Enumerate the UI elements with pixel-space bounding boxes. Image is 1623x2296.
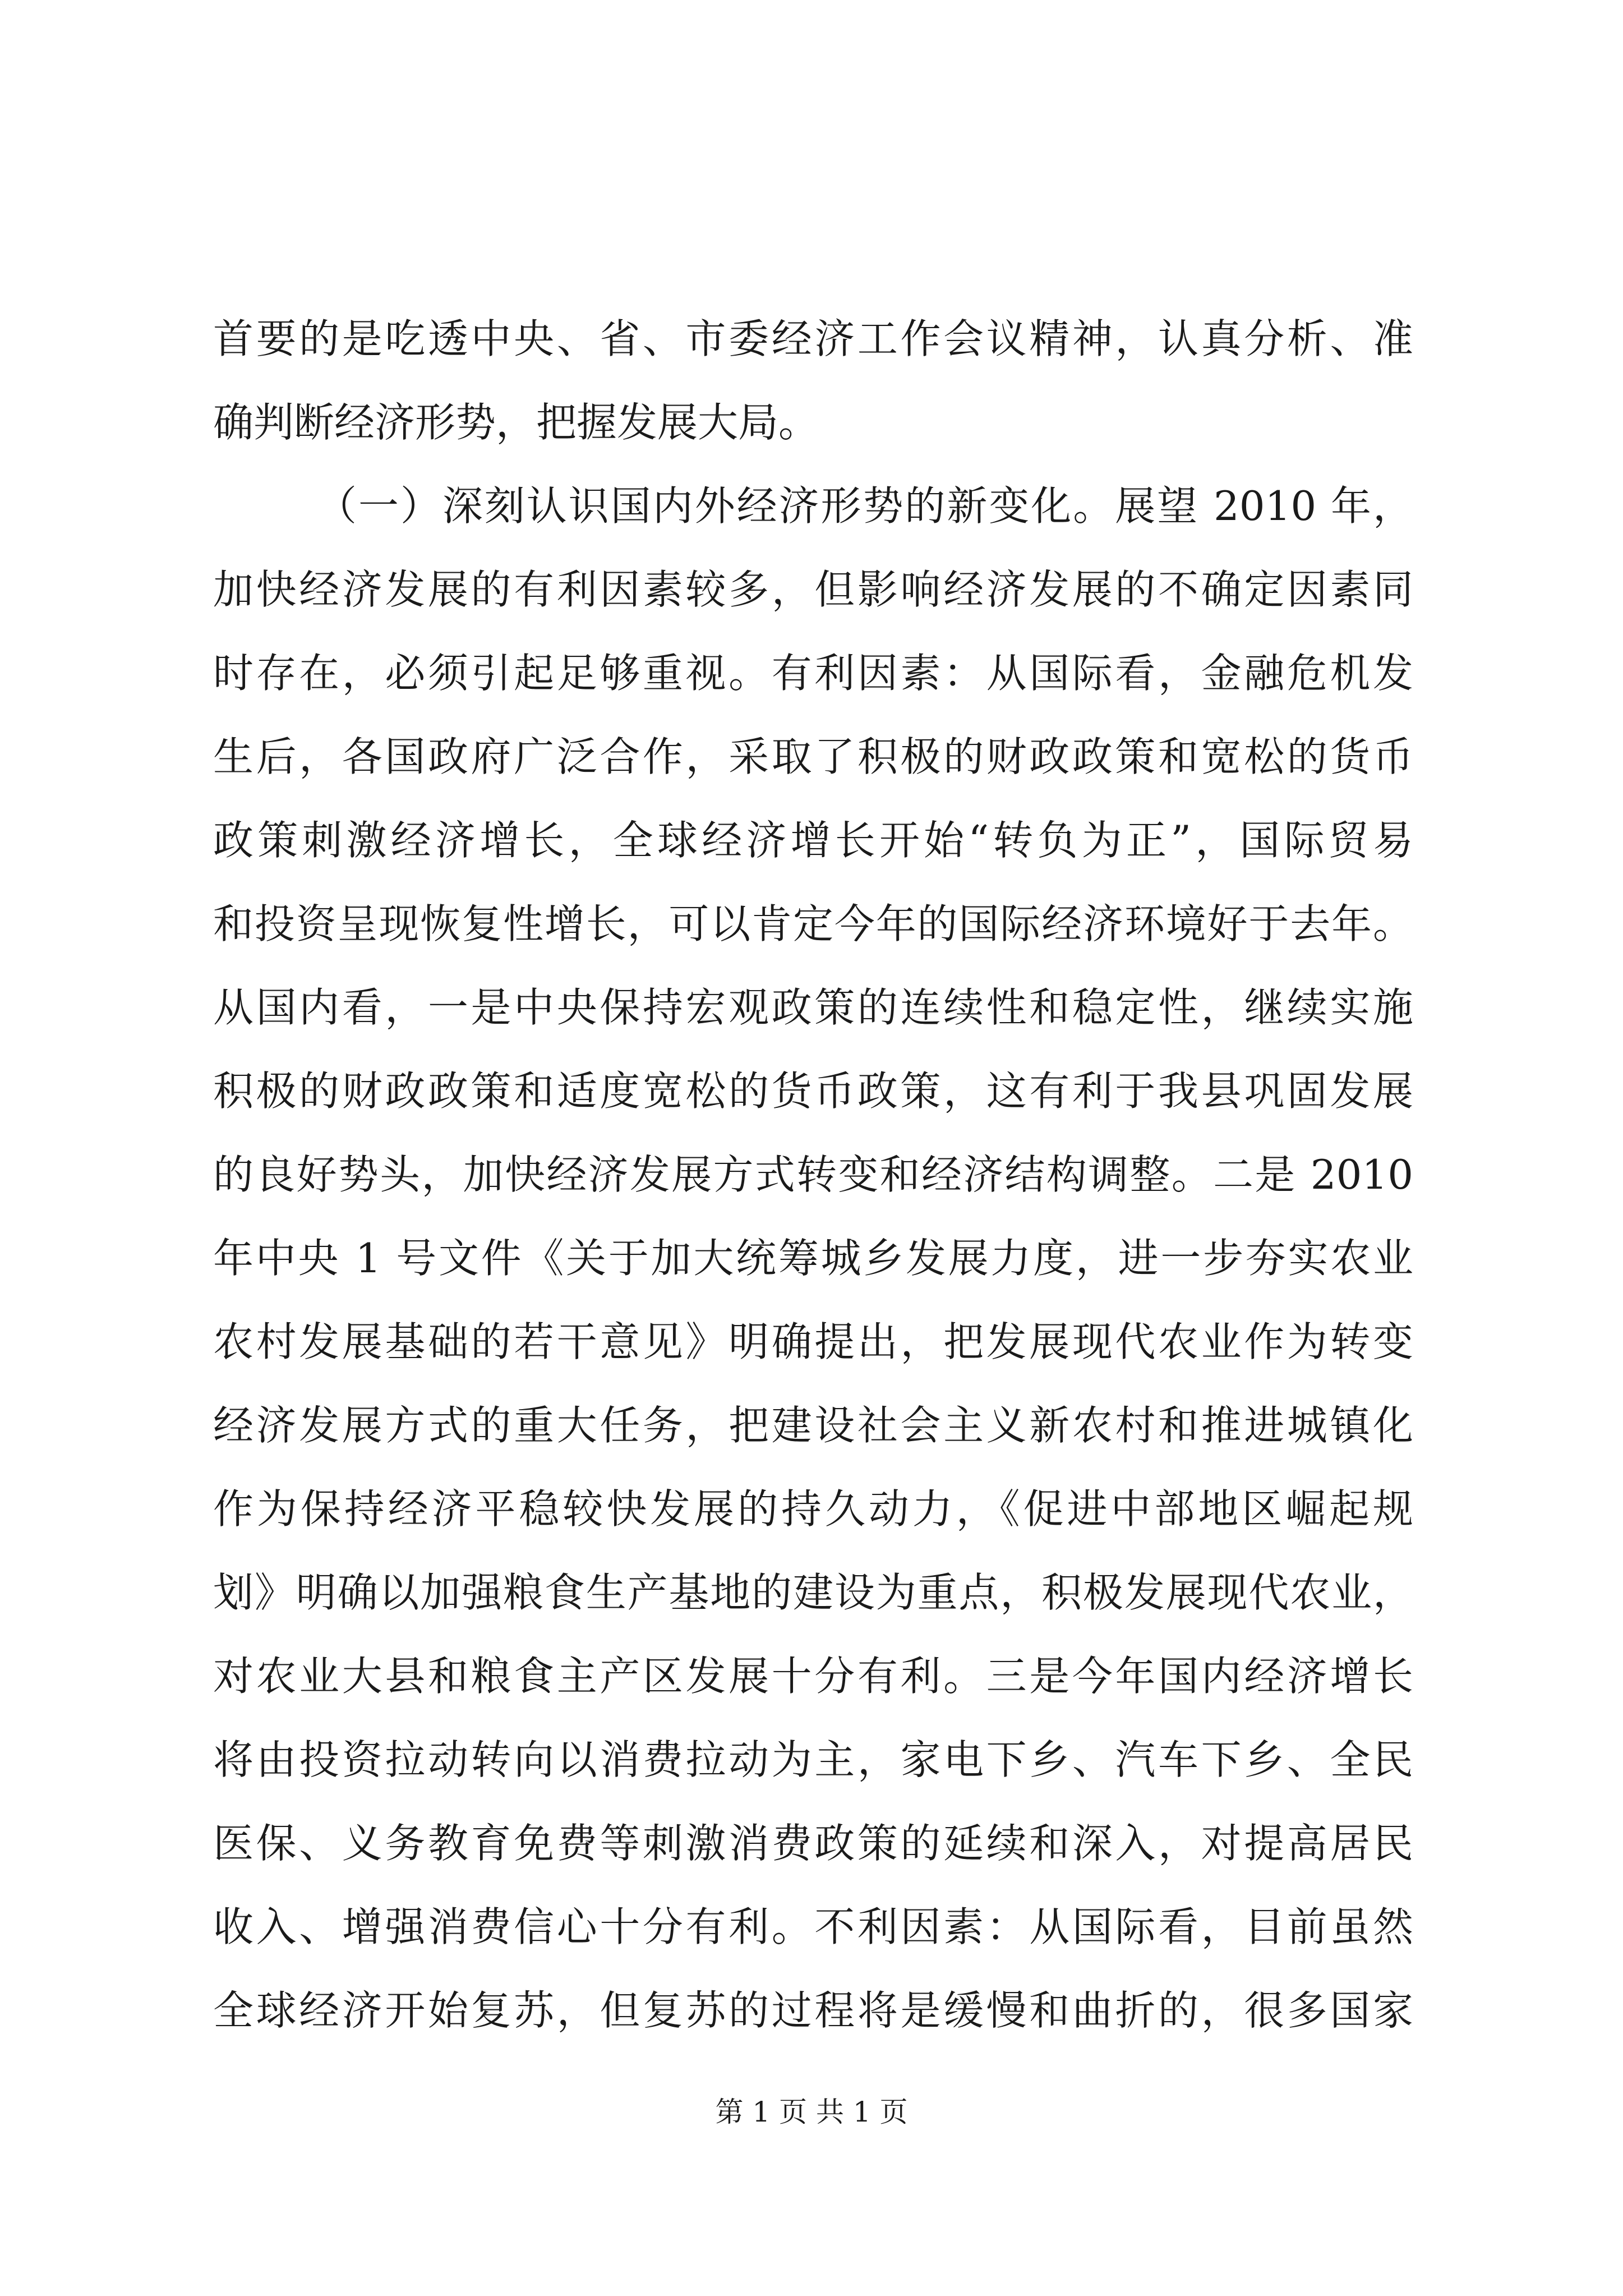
- text-line: 积极的财政政策和适度宽松的货币政策，这有利于我县巩固发展: [213, 1068, 1413, 1115]
- text-line: 从国内看，一是中央保持宏观政策的连续性和稳定性，继续实施: [213, 984, 1413, 1031]
- text-line: 农村发展基础的若干意见》明确提出，把发展现代农业作为转变: [213, 1318, 1413, 1365]
- text-line: 划》明确以加强粮食生产基地的建设为重点，积极发展现代农业，: [213, 1569, 1413, 1616]
- text-line: 收入、增强消费信心十分有利。不利因素：从国际看，目前虽然: [213, 1903, 1413, 1950]
- page-footer: 第 1 页 共 1 页: [715, 2096, 908, 2128]
- text-line: 全球经济开始复苏，但复苏的过程将是缓慢和曲折的，很多国家: [213, 1987, 1413, 2034]
- text-line: 时存在，必须引起足够重视。有利因素：从国际看，金融危机发: [213, 650, 1413, 697]
- text-line: 将由投资拉动转向以消费拉动为主，家电下乡、汽车下乡、全民: [213, 1736, 1413, 1783]
- text-line: 年中央 1 号文件《关于加大统筹城乡发展力度，进一步夯实农业: [213, 1235, 1413, 1282]
- text-line: 确判断经济形势，把握发展大局。: [213, 399, 819, 446]
- text-line: 的良好势头，加快经济发展方式转变和经济结构调整。二是 2010: [213, 1151, 1413, 1198]
- text-line: 政策刺激经济增长，全球经济增长开始“转负为正”，国际贸易: [213, 817, 1413, 864]
- text-line: 作为保持经济平稳较快发展的持久动力，《促进中部地区崛起规: [213, 1485, 1413, 1533]
- text-line: 医保、义务教育免费等刺激消费政策的延续和深入，对提高居民: [213, 1820, 1413, 1867]
- text-line: 生后，各国政府广泛合作，采取了积极的财政政策和宽松的货币: [213, 733, 1413, 780]
- text-line: 对农业大县和粮食主产区发展十分有利。三是今年国内经济增长: [213, 1653, 1413, 1700]
- text-line: 和投资呈现恢复性增长，可以肯定今年的国际经济环境好于去年。: [213, 900, 1413, 947]
- section-heading-line: （一）深刻认识国内外经济形势的新变化。展望 2010 年，: [316, 482, 1413, 530]
- text-line: 经济发展方式的重大任务，把建设社会主义新农村和推进城镇化: [213, 1402, 1413, 1449]
- text-line: 加快经济发展的有利因素较多，但影响经济发展的不确定因素同: [213, 566, 1413, 613]
- document-body: [213, 297, 1413, 2053]
- text-line: 首要的是吃透中央、省、市委经济工作会议精神，认真分析、准: [213, 315, 1413, 362]
